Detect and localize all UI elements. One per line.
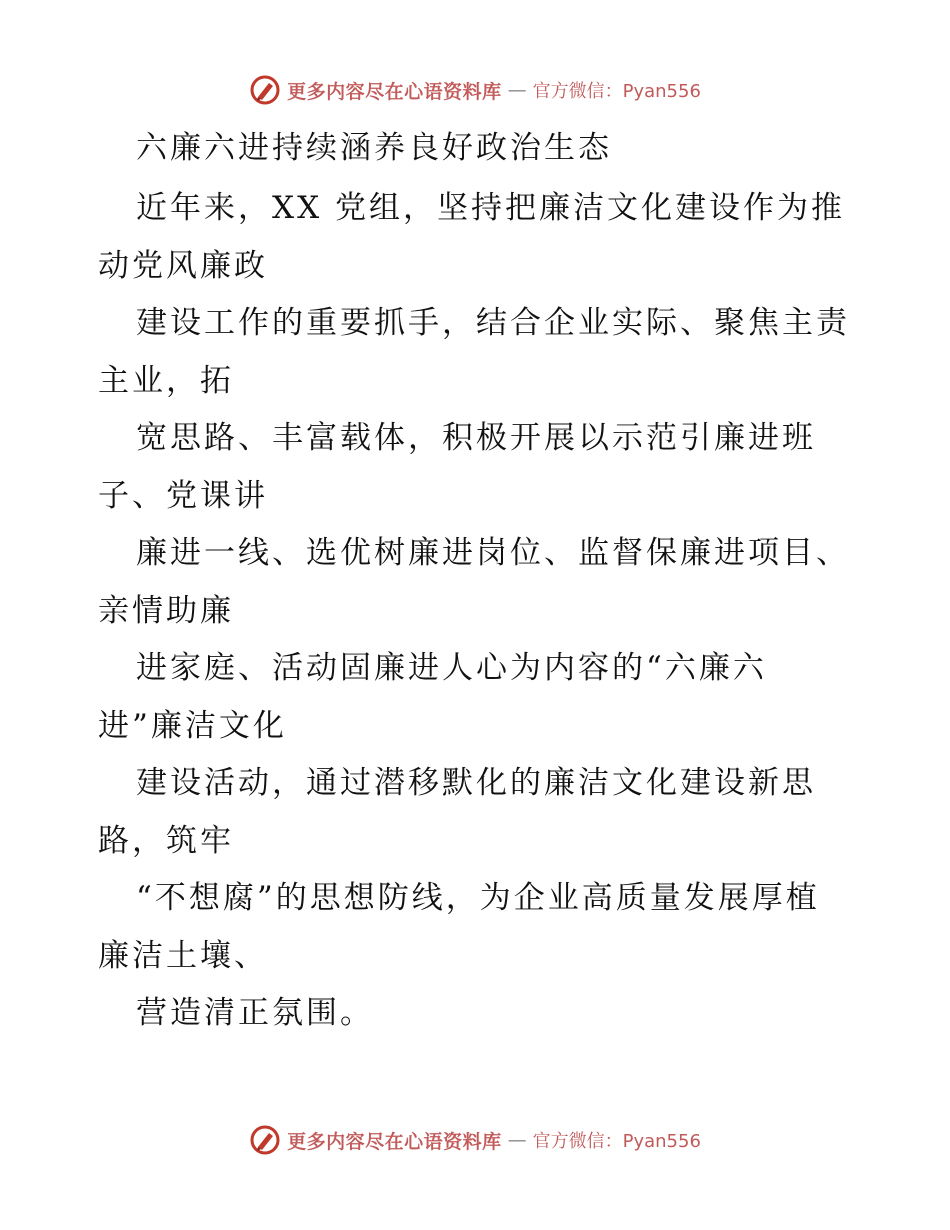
watermark-main-text: 更多内容尽在心语资料库 (287, 80, 502, 103)
document-title: 六廉六进持续涵养良好政治生态 (136, 130, 612, 166)
watermark-account: 官方微信：Pyan556 (532, 1131, 701, 1152)
body-line: 近年来，XX 党组，坚持把廉洁文化建设作为推 (136, 190, 845, 226)
watermark-main-text: 更多内容尽在心语资料库 (287, 1130, 502, 1153)
body-line: 主业，拓 (98, 362, 234, 399)
body-line: 廉进一线、选优树廉进岗位、监督保廉进项目、 (136, 535, 850, 571)
body-line: 建设工作的重要抓手，结合企业实际、聚焦主责 (136, 305, 850, 341)
watermark-account: 官方微信：Pyan556 (532, 81, 701, 102)
body-line: 营造清正氛围。 (136, 995, 374, 1031)
body-line: “不想腐”的思想防线，为企业高质量发展厚植 (136, 880, 820, 916)
body-line: 亲情助廉 (98, 592, 234, 629)
footer-watermark (0, 1120, 950, 1160)
body-line: 动党风廉政 (98, 247, 268, 284)
body-line: 路，筑牢 (98, 822, 234, 859)
document-body (98, 180, 868, 1043)
body-line: 进”廉洁文化 (98, 707, 287, 744)
watermark-separator: — (507, 79, 527, 101)
pen-seal-icon (249, 1124, 281, 1156)
header-watermark (0, 70, 950, 110)
body-line: 子、党课讲 (98, 477, 268, 514)
body-line: 廉洁土壤、 (98, 937, 268, 974)
pen-seal-icon (249, 74, 281, 106)
watermark-separator: — (507, 1129, 527, 1151)
body-line: 建设活动，通过潜移默化的廉洁文化建设新思 (136, 765, 816, 801)
body-line: 宽思路、丰富载体，积极开展以示范引廉进班 (136, 420, 816, 456)
body-line: 进家庭、活动固廉进人心为内容的“六廉六 (136, 650, 767, 686)
